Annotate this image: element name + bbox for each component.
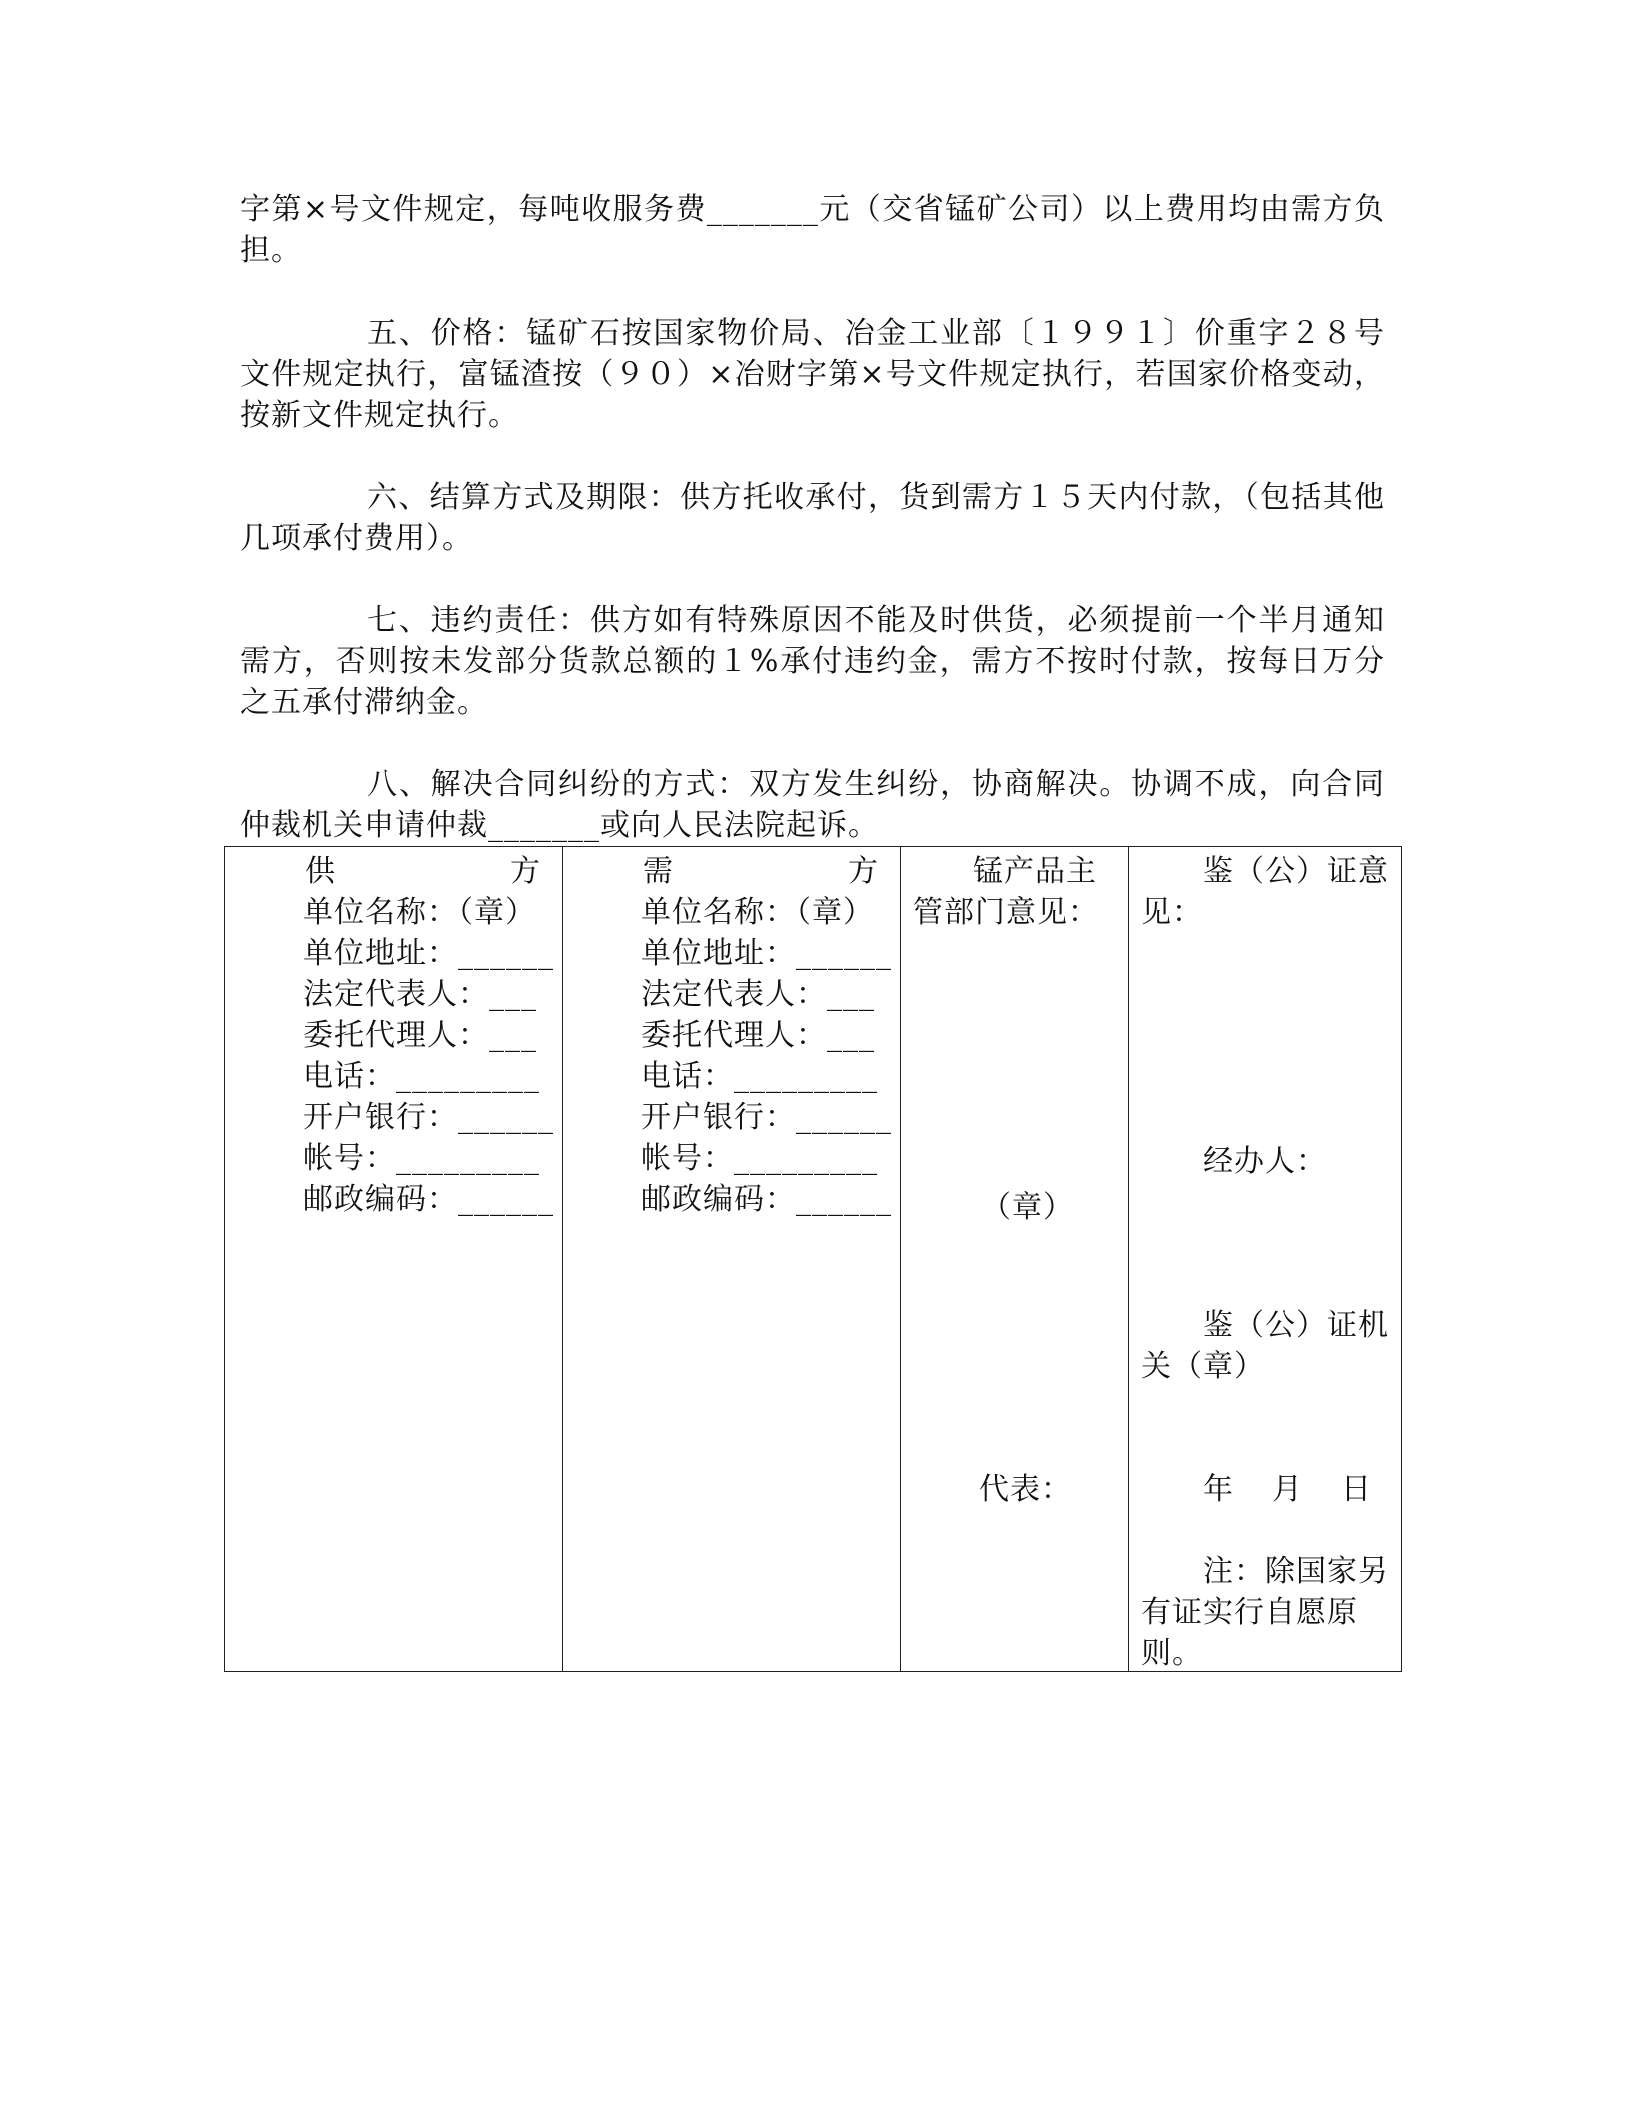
supplier-postcode: 邮政编码：______ (303, 1182, 554, 1217)
notary-date (1203, 1469, 1372, 1510)
date-day: 日 (1341, 1472, 1372, 1507)
dept-representative: 代表： (979, 1472, 1072, 1507)
dept-opinion-heading: 锰产品主管部门意见： (913, 854, 1099, 930)
supplier-legal-rep: 法定代表人：___ (303, 977, 537, 1012)
supplier-block (303, 851, 553, 1220)
buyer-account: 帐号：_________ (641, 1141, 878, 1176)
supplier-bank: 开户银行：______ (303, 1100, 554, 1135)
buyer-unit-name: 单位名称：（章） (641, 895, 874, 930)
buyer-cell (563, 847, 901, 1672)
dept-cell (901, 847, 1129, 1672)
buyer-phone: 电话：_________ (641, 1059, 878, 1094)
buyer-postcode: 邮政编码：______ (641, 1182, 892, 1217)
supplier-heading-right: 方 (510, 854, 541, 889)
price-clause: 五、价格：锰矿石按国家物价局、冶金工业部〔１９９１〕价重字２８号文件规定执行，富锰渣按（９０）×冶财字第×号文件规定执行，若国家价格变动，按新文件规定执行。 (240, 316, 1385, 433)
supplier-account: 帐号：_________ (303, 1141, 540, 1176)
signature-table (224, 846, 1402, 1672)
buyer-legal-rep: 法定代表人：___ (641, 977, 875, 1012)
breach-liability-clause: 七、违约责任：供方如有特殊原因不能及时供货，必须提前一个半月通知需方，否则按未发部分货款总额的１%承付违约金，需方不按时付款，按每日万分之五承付滞纳金。 (240, 603, 1385, 720)
buyer-heading-left: 需 (643, 854, 674, 889)
supplier-agent: 委托代理人：___ (303, 1018, 537, 1053)
notary-opinion-heading: 鉴（公）证意见： (1141, 854, 1389, 930)
buyer-heading (641, 851, 891, 892)
dept-seal: （章） (981, 1190, 1074, 1225)
notary-handler: 经办人： (1203, 1144, 1327, 1179)
buyer-heading-right: 方 (848, 854, 879, 889)
supplier-heading (303, 851, 553, 892)
date-month: 月 (1272, 1472, 1303, 1507)
settlement-clause: 六、结算方式及期限：供方托收承付，货到需方１５天内付款，（包括其他几项承付费用）。 (240, 480, 1385, 556)
notary-cell (1129, 847, 1402, 1672)
supplier-unit-address: 单位地址：______ (303, 936, 554, 971)
notary-note: 注：除国家另有证实行自愿原则。 (1141, 1554, 1389, 1671)
buyer-bank: 开户银行：______ (641, 1100, 892, 1135)
buyer-block (641, 851, 891, 1220)
date-year: 年 (1203, 1472, 1234, 1507)
supplier-phone: 电话：_________ (303, 1059, 540, 1094)
supplier-cell (225, 847, 563, 1672)
buyer-agent: 委托代理人：___ (641, 1018, 875, 1053)
fee-clause-continuation: 字第×号文件规定，每吨收服务费_______元（交省锰矿公司）以上费用均由需方负担。 (240, 192, 1385, 268)
buyer-unit-address: 单位地址：______ (641, 936, 892, 971)
dispute-resolution-clause: 八、解决合同纠纷的方式：双方发生纠纷，协商解决。协调不成，向合同仲裁机关申请仲裁_______或向人民法院起诉。 (240, 767, 1385, 843)
notary-organization: 鉴（公）证机关（章） (1141, 1308, 1389, 1384)
supplier-heading-left: 供 (305, 854, 336, 889)
supplier-unit-name: 单位名称：（章） (303, 895, 536, 930)
